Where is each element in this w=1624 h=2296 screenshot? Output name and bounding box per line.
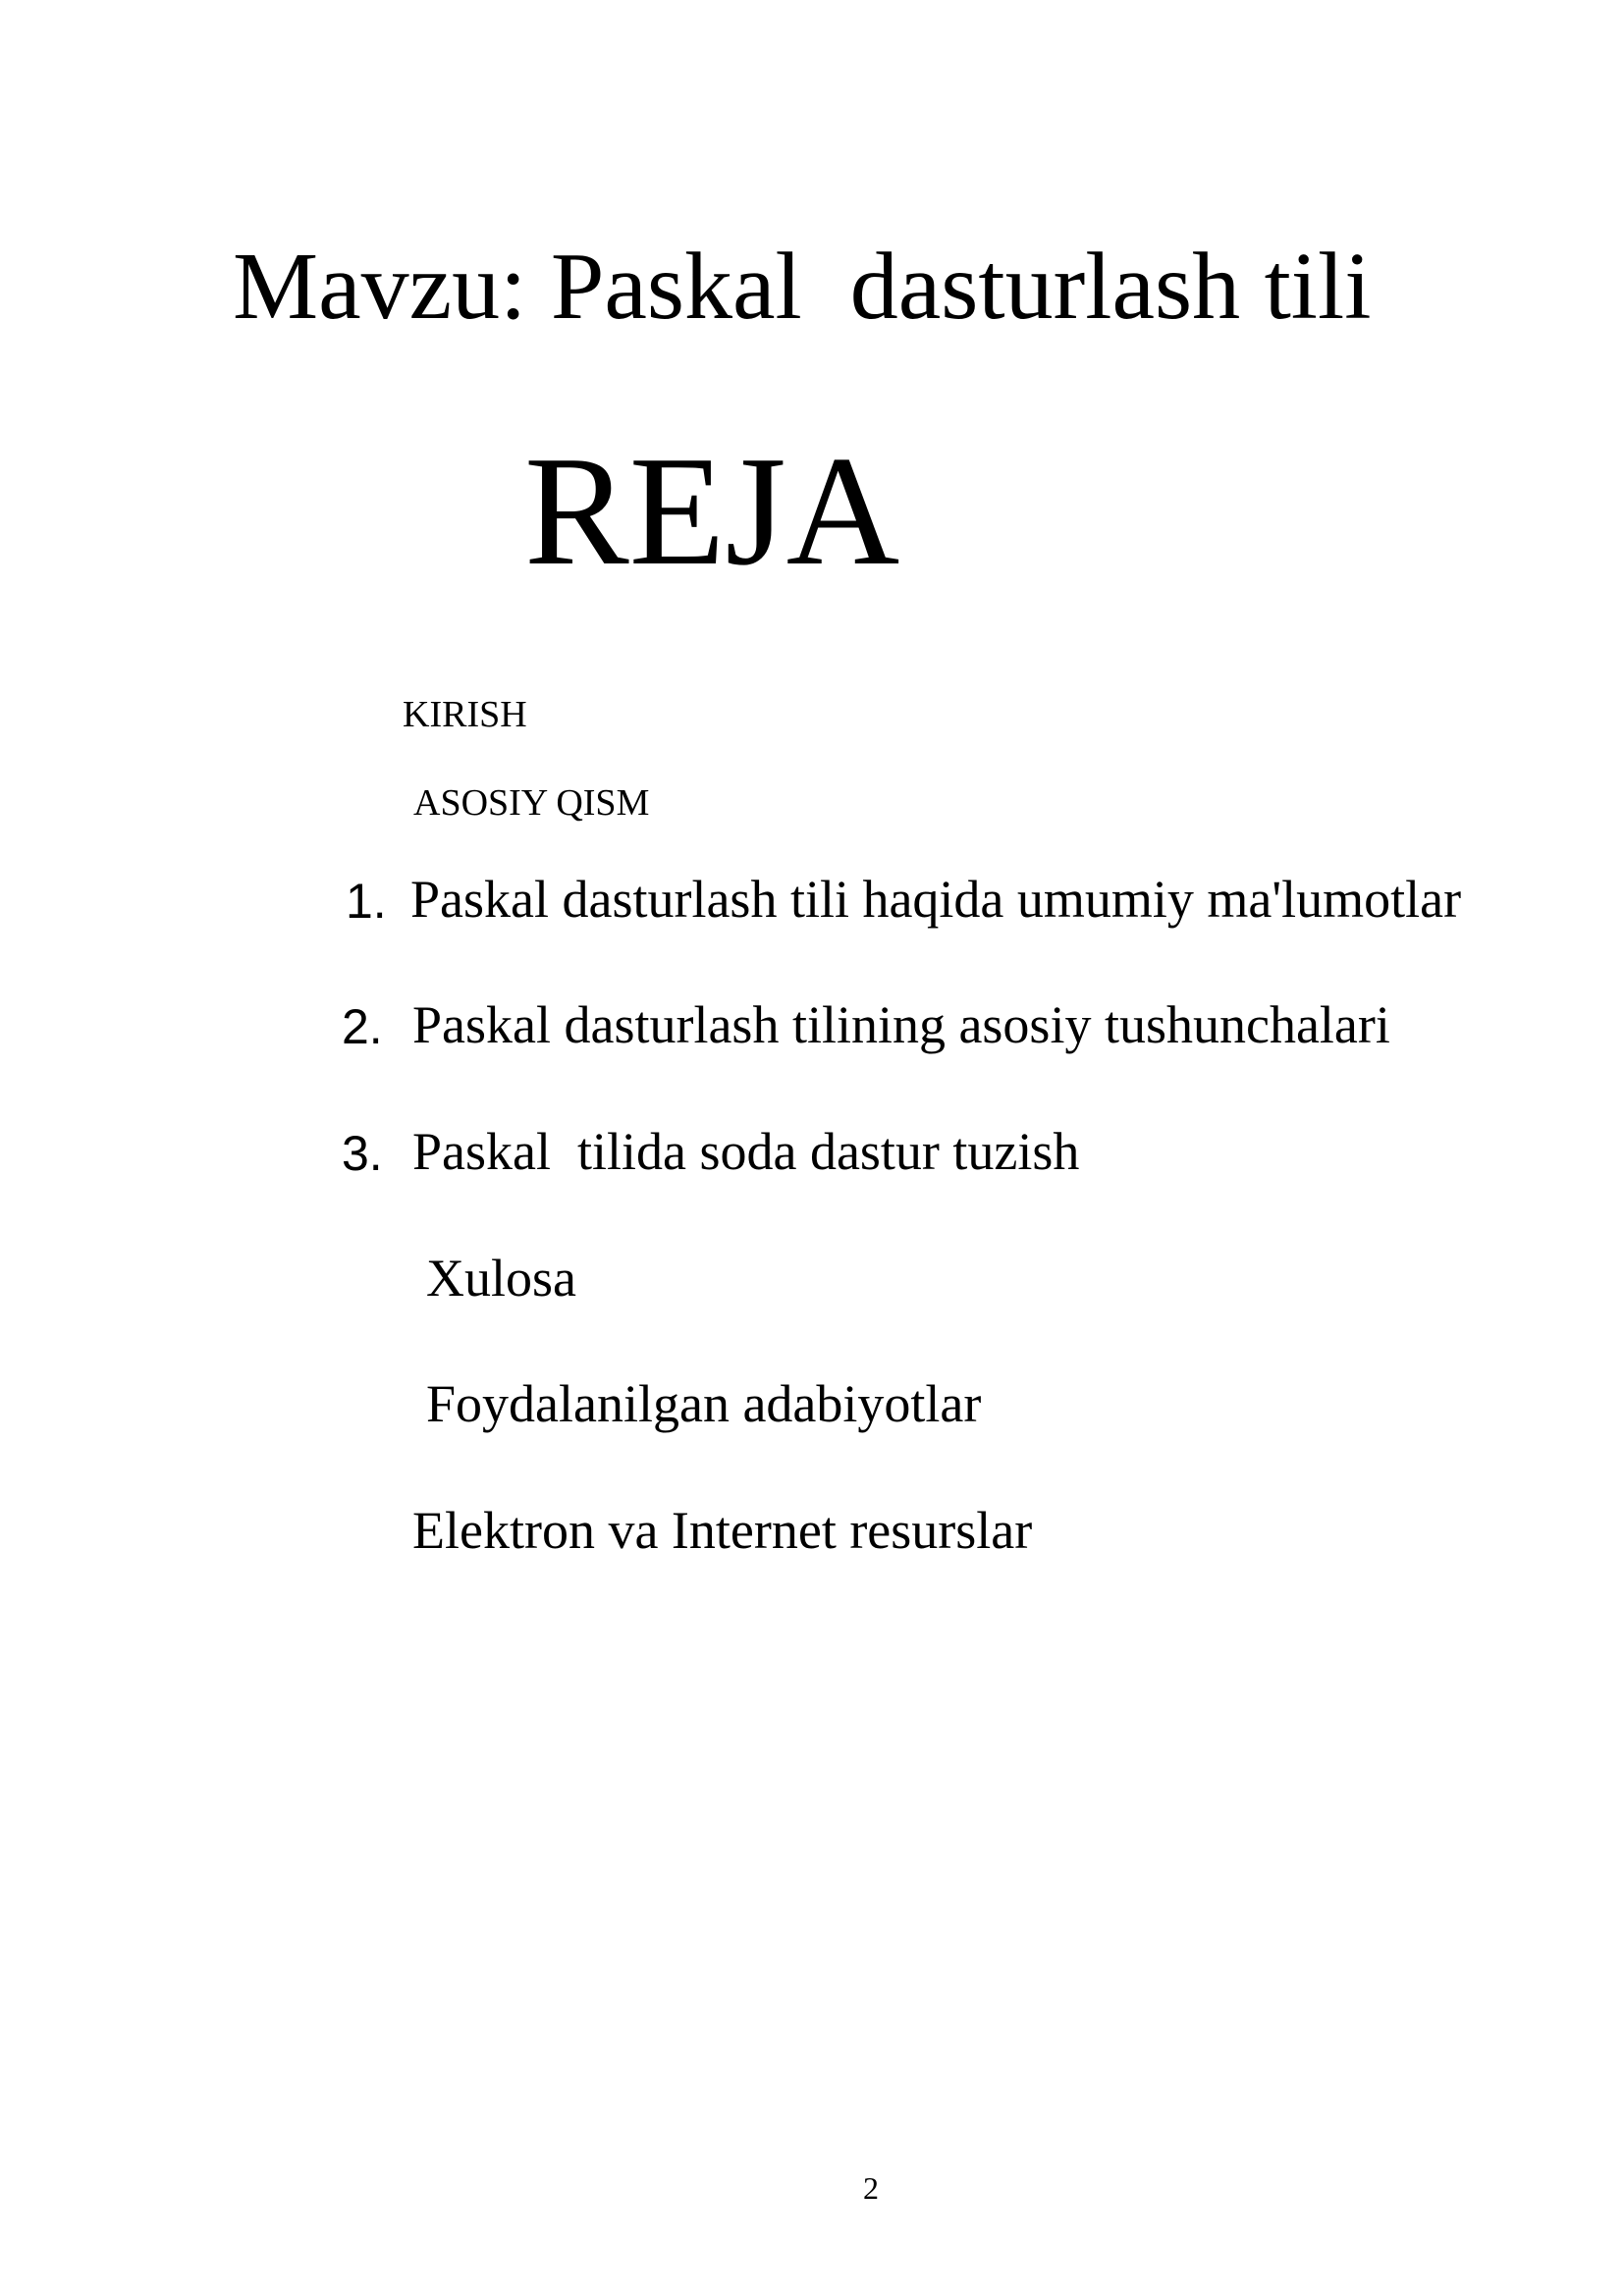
list-item-text: Paskal dasturlash tilining asosiy tushunchalari [412, 995, 1390, 1054]
list-number: 2. [342, 999, 383, 1054]
main-part-heading: ASOSIY QISM [413, 782, 650, 824]
plan-heading: REJA [524, 423, 900, 598]
list-item-text: Paskal tilida soda dastur tuzish [412, 1122, 1080, 1181]
list-number: 3. [342, 1126, 383, 1181]
intro-heading: KIRISH [403, 694, 527, 735]
online-resources-entry: Elektron va Internet resurslar [412, 1501, 1033, 1560]
page-number: 2 [863, 2170, 879, 2206]
list-item-text: Paskal dasturlash tili haqida umumiy ma'lumotlar [410, 870, 1462, 929]
document-title: Mavzu: Paskal dasturlash tili [233, 234, 1372, 340]
conclusion-entry: Xulosa [426, 1249, 576, 1308]
list-number: 1. [346, 874, 387, 929]
references-entry: Foydalanilgan adabiyotlar [426, 1374, 982, 1433]
